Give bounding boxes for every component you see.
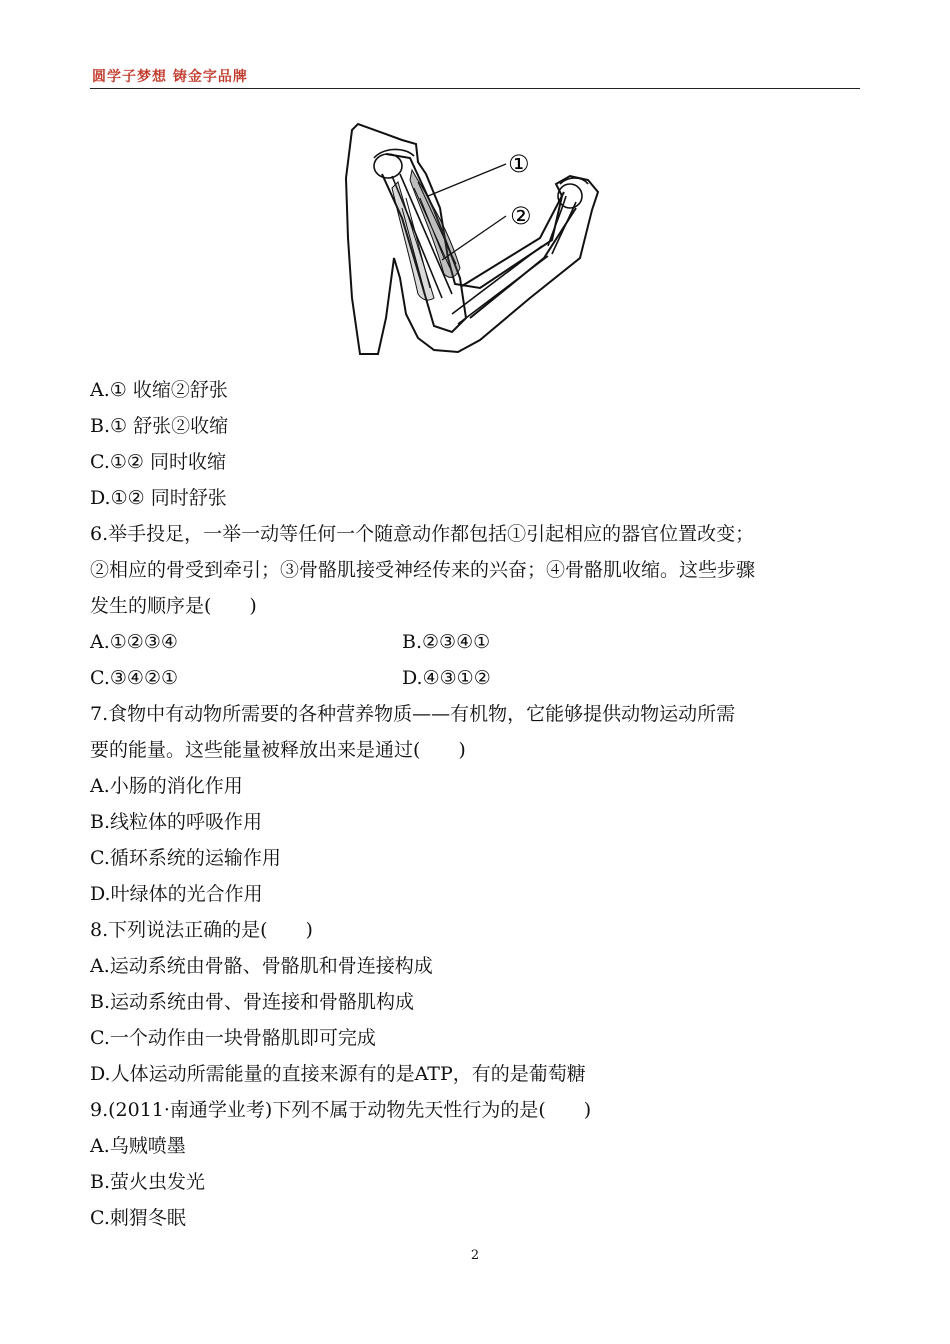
q7-option-a: A.小肠的消化作用 (90, 775, 243, 797)
q9-option-a: A.乌贼喷墨 (90, 1135, 186, 1157)
q8-option-a: A.运动系统由骨骼、骨骼肌和骨连接构成 (90, 955, 433, 977)
q6-options-row-1 (90, 624, 865, 660)
page-number: 2 (470, 1248, 480, 1263)
q9-option-c: C.刺猬冬眠 (90, 1207, 186, 1229)
q8-option-b: B.运动系统由骨、骨连接和骨骼肌构成 (90, 991, 415, 1013)
page-header (90, 64, 860, 89)
q5-option-d: D.①② 同时舒张 (90, 487, 227, 509)
label-muscle-2: ② (510, 202, 532, 230)
q5-option-a: A.① 收缩②舒张 (90, 379, 228, 401)
q7-option-b: B.线粒体的呼吸作用 (90, 811, 263, 833)
q7-stem-line-2: 要的能量。这些能量被释放出来是通过( ) (90, 739, 466, 761)
q6-stem-line-2: ②相应的骨受到牵引；③骨骼肌接受神经传来的兴奋；④骨骼肌收缩。这些步骤 (90, 559, 756, 581)
q5-option-c: C.①② 同时收缩 (90, 451, 227, 473)
arm-muscle-diagram (330, 118, 620, 358)
q8-stem: 8.下列说法正确的是( ) (90, 919, 313, 941)
q6-options-row-2 (90, 660, 865, 696)
q9-stem: 9.(2011·南通学业考)下列不属于动物先天性行为的是( ) (90, 1099, 592, 1121)
q6-option-d: D.④③①② (402, 667, 491, 689)
q8-option-c: C.一个动作由一块骨骼肌即可完成 (90, 1027, 376, 1049)
q7-option-d: D.叶绿体的光合作用 (90, 883, 263, 905)
q7-stem-line-1: 7.食物中有动物所需要的各种营养物质——有机物，它能够提供动物运动所需 (90, 703, 736, 725)
header-slogan: 圆学子梦想 铸金字品牌 (92, 69, 248, 85)
q8-option-d: D.人体运动所需能量的直接来源有的是ATP，有的是葡萄糖 (90, 1063, 586, 1085)
q7-option-c: C.循环系统的运输作用 (90, 847, 281, 869)
q6-stem-line-3: 发生的顺序是( ) (90, 595, 257, 617)
q6-stem-line-1: 6.举手投足，一举一动等任何一个随意动作都包括①引起相应的器官位置改变； (90, 523, 755, 545)
question-content (90, 372, 865, 1236)
label-muscle-1: ① (508, 150, 530, 178)
q6-option-a: A.①②③④ (90, 631, 178, 653)
q5-option-b: B.① 舒张②收缩 (90, 415, 229, 437)
q9-option-b: B.萤火虫发光 (90, 1171, 206, 1193)
q6-option-b: B.②③④① (402, 631, 491, 653)
q6-option-c: C.③④②① (90, 667, 179, 689)
